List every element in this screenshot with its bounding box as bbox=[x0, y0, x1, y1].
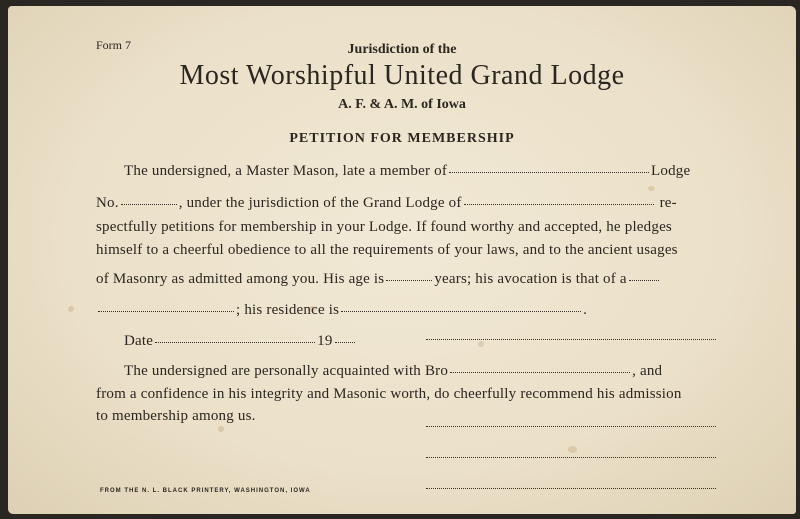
lodge-title: Most Worshipful United Grand Lodge bbox=[179, 60, 625, 91]
year-blank bbox=[335, 341, 355, 343]
body-line-6 bbox=[96, 302, 587, 319]
brother-name-blank bbox=[450, 371, 630, 373]
avocation-blank bbox=[629, 279, 659, 281]
lodge-label: Lodge bbox=[651, 163, 691, 179]
jurisdiction-label: Jurisdiction of the bbox=[347, 42, 457, 57]
line1-text: The undersigned, a Master Mason, late a member of bbox=[124, 163, 448, 179]
body-line-3: spectfully petitions for membership in your Lodge. If found worthy and accepted, he pledges bbox=[96, 219, 672, 235]
recommend-text: The undersigned are personally acquainted with Bro bbox=[124, 363, 449, 379]
body-line-2 bbox=[96, 195, 677, 212]
body-line-4: himself to a cheerful obedience to all the requirements of your laws, and to the ancient usages bbox=[96, 242, 678, 258]
lodge-name-blank bbox=[449, 171, 649, 173]
body-line-5 bbox=[96, 271, 661, 288]
date-line bbox=[124, 333, 357, 350]
subtitle: A. F. & A. M. of Iowa bbox=[338, 97, 466, 112]
printer-credit: FROM THE N. L. BLACK PRINTERY, WASHINGTON, IOWA bbox=[100, 488, 311, 494]
grand-lodge-blank bbox=[464, 203, 654, 205]
recommend-line-1 bbox=[124, 363, 662, 380]
petition-heading: PETITION FOR MEMBERSHIP bbox=[289, 131, 515, 146]
year-prefix: 19 bbox=[317, 333, 333, 349]
body-line-1 bbox=[124, 163, 690, 180]
residence-text: ; his residence is bbox=[236, 302, 340, 318]
date-blank bbox=[155, 341, 315, 343]
recommend-end: , and bbox=[632, 363, 663, 379]
form-number: Form 7 bbox=[96, 38, 132, 52]
avocation-blank-cont bbox=[98, 310, 234, 312]
avocation-text: years; his avocation is that of a bbox=[434, 271, 627, 287]
petitioner-signature-line bbox=[426, 338, 716, 340]
recommend-line-3: to membership among us. bbox=[96, 408, 256, 424]
lodge-number-blank bbox=[121, 203, 177, 205]
residence-period: . bbox=[583, 302, 588, 318]
petition-form-card bbox=[8, 6, 796, 514]
recommender-signature-line-2 bbox=[426, 456, 716, 458]
residence-blank bbox=[341, 310, 581, 312]
date-label: Date bbox=[124, 333, 154, 349]
recommender-signature-line-3 bbox=[426, 487, 716, 489]
line2-continuation: re- bbox=[659, 195, 677, 211]
age-blank bbox=[386, 279, 432, 281]
line2-text: , under the jurisdiction of the Grand Lodge of bbox=[178, 195, 462, 211]
number-label: No. bbox=[96, 195, 119, 211]
recommender-signature-line-1 bbox=[426, 425, 716, 427]
recommend-line-2: from a confidence in his integrity and Masonic worth, do cheerfully recommend his admission bbox=[96, 386, 682, 402]
age-text: of Masonry as admitted among you. His age is bbox=[96, 271, 385, 287]
